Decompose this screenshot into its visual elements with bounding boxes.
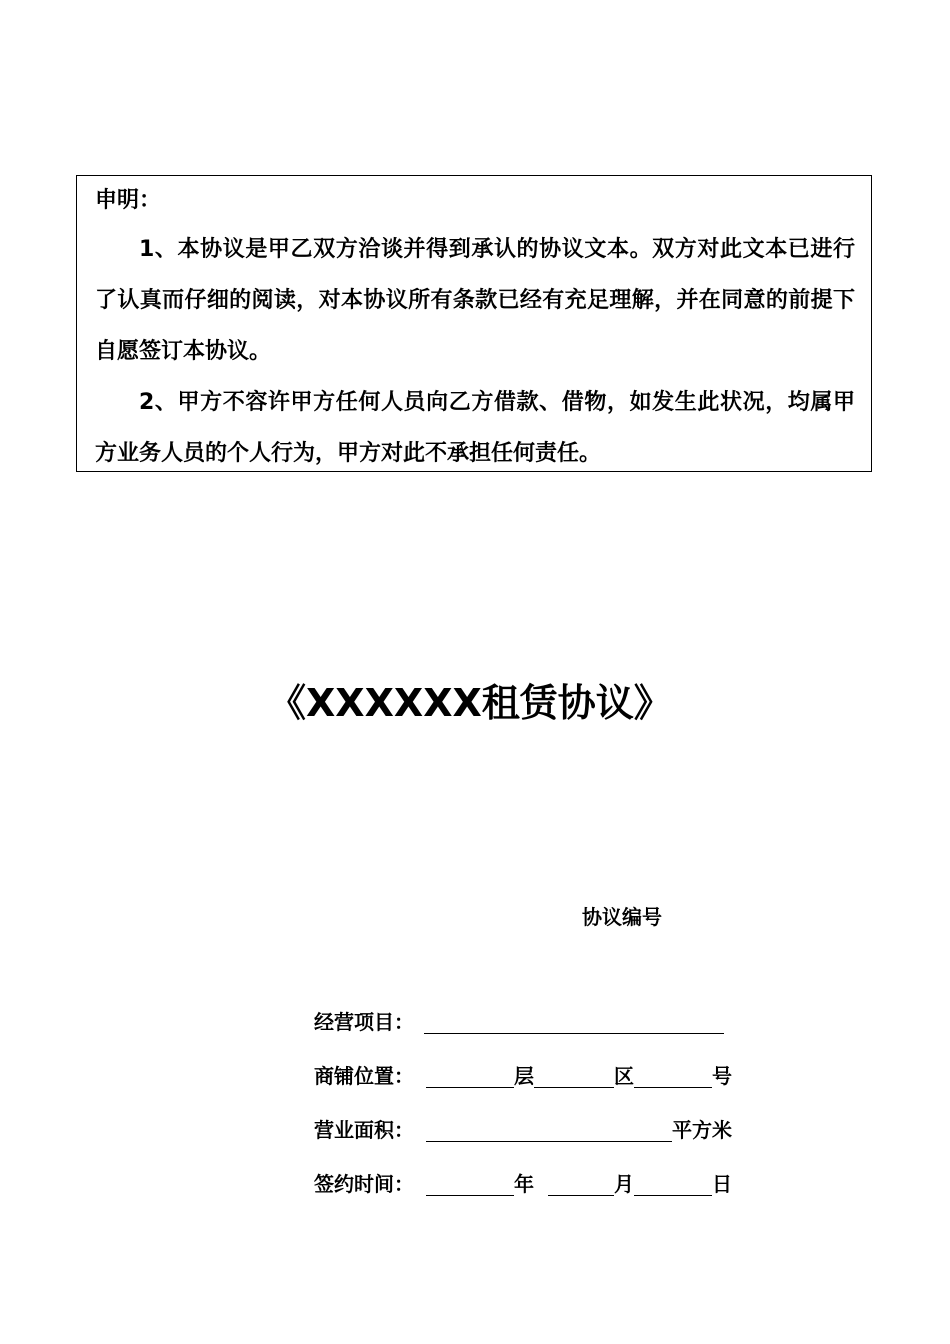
area-label: 营业面积：: [314, 1118, 414, 1142]
area-unit: 平方米: [672, 1118, 732, 1142]
agreement-number-label: 协议编号: [582, 905, 662, 929]
document-title: 《XXXXXX租赁协议》: [268, 681, 672, 725]
business-item-blank: [424, 1011, 724, 1034]
zone-unit: 区: [614, 1064, 634, 1088]
statement-paragraph-2: 2、甲方不容许甲方任何人员向乙方借款、借物，如发生此状况，均属甲方业务人员的个人行为，甲方对此不承担任何责任。: [95, 390, 855, 466]
business-item-label: 经营项目：: [314, 1010, 414, 1034]
shop-location-row: [314, 1062, 732, 1090]
year-unit: 年: [514, 1172, 534, 1196]
day-unit: 日: [712, 1172, 732, 1196]
statement-paragraph-1: 1、本协议是甲乙双方洽谈并得到承认的协议文本。双方对此文本已进行了认真而仔细的阅读，对本协议所有条款已经有充足理解，并在同意的前提下自愿签订本协议。: [95, 237, 855, 364]
statement-box: [76, 175, 872, 472]
day-blank: [634, 1173, 712, 1196]
area-blank: [426, 1119, 672, 1142]
area-row: [314, 1116, 732, 1144]
business-item-row: [314, 1008, 724, 1036]
month-unit: 月: [614, 1172, 634, 1196]
statement-heading: 申明：: [95, 188, 162, 213]
shop-location-label: 商铺位置：: [314, 1064, 414, 1088]
sign-date-row: [314, 1170, 732, 1198]
number-unit: 号: [712, 1064, 732, 1088]
sign-date-label: 签约时间：: [314, 1172, 414, 1196]
year-blank: [426, 1173, 514, 1196]
month-blank: [548, 1173, 614, 1196]
floor-unit: 层: [514, 1064, 534, 1088]
floor-blank: [426, 1065, 514, 1088]
number-blank: [634, 1065, 712, 1088]
zone-blank: [534, 1065, 614, 1088]
